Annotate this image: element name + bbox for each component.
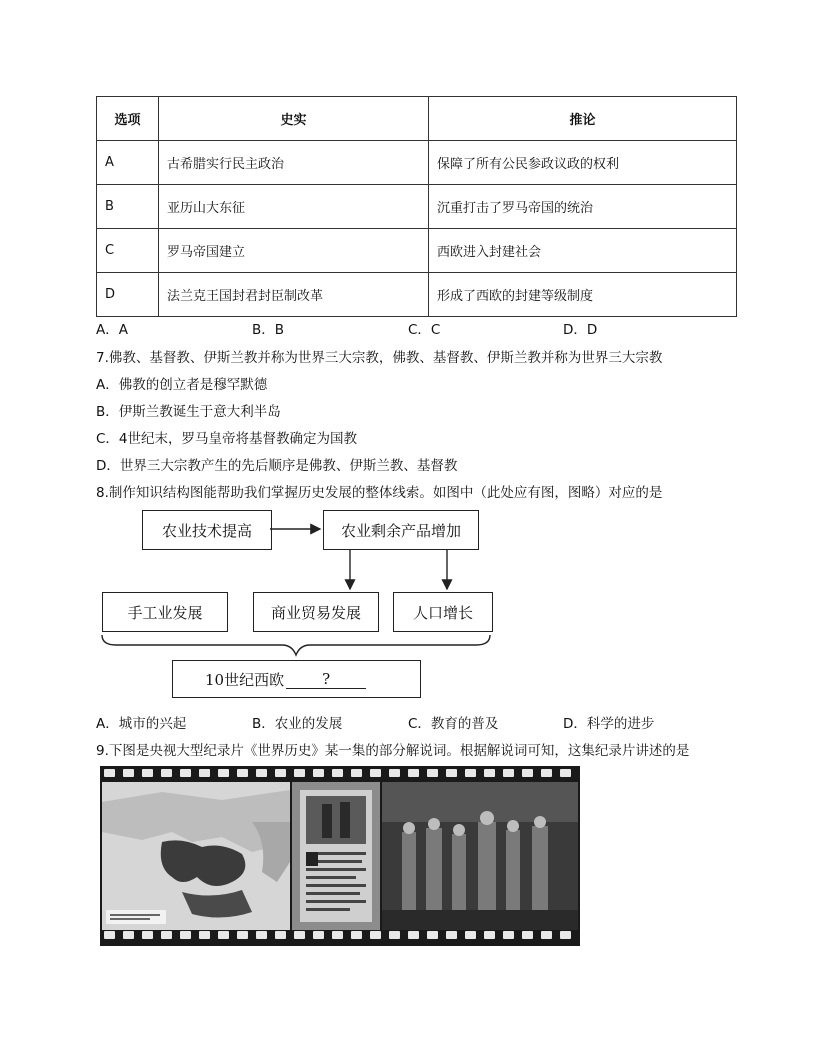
sprocket-hole [123, 769, 134, 777]
q8-stem: 8.制作知识结构图能帮助我们掌握历史发展的整体线索。如图中（此处应有图，图略）对应的是 [96, 485, 663, 501]
frame-painting [382, 782, 578, 930]
table-header-cell: 史实 [159, 97, 429, 141]
diagram-box-label: 10世纪西欧 [205, 670, 285, 689]
sprocket-hole [180, 931, 191, 939]
sprocket-hole [104, 769, 115, 777]
option-a[interactable]: A．城市的兴起 [96, 716, 187, 732]
table-row [97, 141, 737, 185]
sprocket-hole [161, 769, 172, 777]
option-a[interactable]: A．A [96, 322, 128, 338]
sprocket-hole [370, 769, 381, 777]
sprocket-hole [294, 769, 305, 777]
table-cell: 西欧进入封建社会 [429, 229, 737, 273]
frame-manuscript [292, 782, 380, 930]
table-row [97, 185, 737, 229]
sprocket-hole [503, 769, 514, 777]
table-row [97, 273, 737, 317]
sprocket-hole [313, 769, 324, 777]
sprocket-hole [522, 769, 533, 777]
table-cell: 沉重打击了罗马帝国的统治 [429, 185, 737, 229]
table-cell: B [97, 185, 159, 229]
table-cell: 保障了所有公民参政议政的权利 [429, 141, 737, 185]
sprocket-hole [370, 931, 381, 939]
sprocket-hole [389, 931, 400, 939]
table-cell: 法兰克王国封君封臣制改革 [159, 273, 429, 317]
diagram-box-commerce: 商业贸易发展 [253, 592, 379, 632]
sprocket-hole [332, 931, 343, 939]
table-cell: A [97, 141, 159, 185]
sprocket-hole [408, 931, 419, 939]
diagram-box-agri-surplus: 农业剩余产品增加 [323, 510, 479, 550]
sprocket-hole [237, 769, 248, 777]
table-cell: 形成了西欧的封建等级制度 [429, 273, 737, 317]
sprocket-hole [351, 931, 362, 939]
filmstrip-image [100, 766, 580, 946]
option-d[interactable]: D．科学的进步 [563, 716, 655, 732]
sprocket-hole [465, 769, 476, 777]
q7-stem: 7.佛教、基督教、伊斯兰教并称为世界三大宗教，佛教、基督教、伊斯兰教并称为世界三大宗教 [96, 350, 663, 366]
sprocket-hole [503, 931, 514, 939]
table-cell: 亚历山大东征 [159, 185, 429, 229]
sprocket-hole [256, 931, 267, 939]
sprocket-row [100, 931, 580, 943]
table-cell: C [97, 229, 159, 273]
sprocket-hole [446, 769, 457, 777]
sprocket-hole [199, 931, 210, 939]
sprocket-row [100, 769, 580, 781]
sprocket-hole [237, 931, 248, 939]
sprocket-hole [560, 931, 571, 939]
sprocket-hole [465, 931, 476, 939]
q7-option-a[interactable]: A．佛教的创立者是穆罕默德 [96, 377, 268, 393]
q7-option-d[interactable]: D．世界三大宗教产生的先后顺序是佛教、伊斯兰教、基督教 [96, 458, 458, 474]
frame-map [102, 782, 290, 930]
table-cell: 古希腊实行民主政治 [159, 141, 429, 185]
diagram-box-handicraft: 手工业发展 [102, 592, 228, 632]
sprocket-hole [484, 931, 495, 939]
table-header-row [97, 97, 737, 141]
sprocket-hole [142, 769, 153, 777]
sprocket-hole [541, 931, 552, 939]
option-d[interactable]: D．D [563, 322, 598, 338]
diagram-connectors [96, 505, 516, 665]
diagram-box-western-europe [172, 660, 421, 698]
sprocket-hole [446, 931, 457, 939]
q7-option-b[interactable]: B．伊斯兰教诞生于意大利半岛 [96, 404, 281, 420]
sprocket-hole [123, 931, 134, 939]
sprocket-hole [104, 931, 115, 939]
sprocket-hole [522, 931, 533, 939]
option-b[interactable]: B．B [252, 322, 285, 338]
sprocket-hole [484, 769, 495, 777]
diagram-box-agri-tech: 农业技术提高 [142, 510, 272, 550]
option-c[interactable]: C．教育的普及 [408, 716, 499, 732]
table-header-cell: 选项 [97, 97, 159, 141]
sprocket-hole [218, 769, 229, 777]
option-c[interactable]: C．C [408, 322, 441, 338]
sprocket-hole [332, 769, 343, 777]
q6-table [96, 96, 737, 317]
diagram-box-population: 人口增长 [393, 592, 493, 632]
sprocket-hole [560, 769, 571, 777]
q9-stem: 9.下图是央视大型纪录片《世界历史》某一集的部分解说词。根据解说词可知，这集纪录片讲述的是 [96, 743, 690, 759]
brace [102, 635, 490, 655]
sprocket-hole [427, 931, 438, 939]
option-b[interactable]: B．农业的发展 [252, 716, 343, 732]
diagram-blank: ? [286, 670, 366, 689]
sprocket-hole [256, 769, 267, 777]
sprocket-hole [275, 931, 286, 939]
sprocket-hole [313, 931, 324, 939]
sprocket-hole [408, 769, 419, 777]
sprocket-hole [275, 769, 286, 777]
sprocket-hole [389, 769, 400, 777]
q7-option-c[interactable]: C．4世纪末，罗马皇帝将基督教确定为国教 [96, 431, 358, 447]
sprocket-hole [142, 931, 153, 939]
sprocket-hole [294, 931, 305, 939]
sprocket-hole [199, 769, 210, 777]
table-cell: D [97, 273, 159, 317]
sprocket-hole [351, 769, 362, 777]
sprocket-hole [541, 769, 552, 777]
sprocket-hole [218, 931, 229, 939]
table-header-cell: 推论 [429, 97, 737, 141]
table-row [97, 229, 737, 273]
sprocket-hole [427, 769, 438, 777]
table-cell: 罗马帝国建立 [159, 229, 429, 273]
sprocket-hole [161, 931, 172, 939]
sprocket-hole [180, 769, 191, 777]
